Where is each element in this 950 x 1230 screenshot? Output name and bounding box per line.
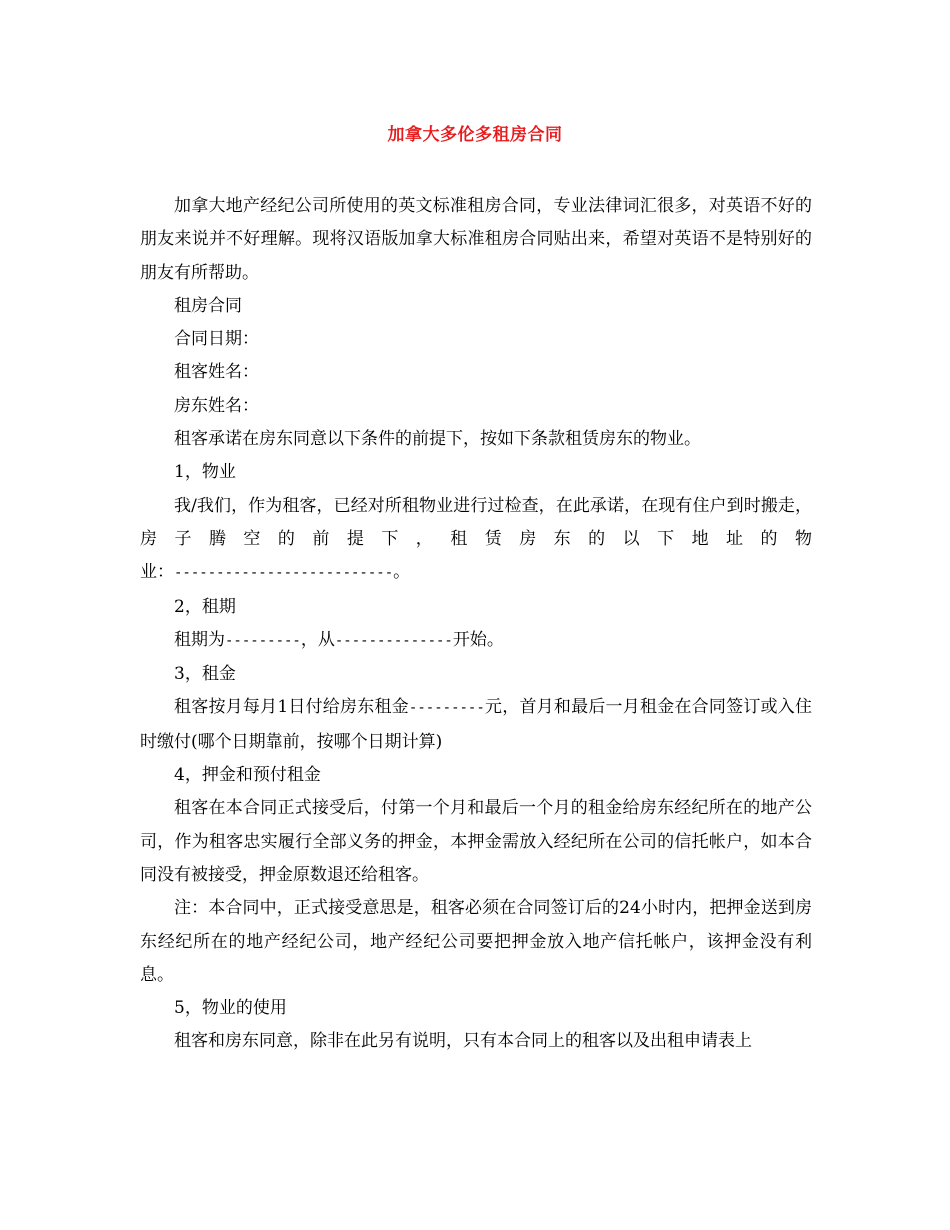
contract-heading: 租房合同 [174,295,242,316]
section-5-heading: 5，物业的使用 [174,998,287,1019]
term-suffix: 开始。 [452,629,504,650]
section-3-text [140,691,812,759]
landlord-name-line: 房东姓名： [174,395,259,416]
agreement-paragraph: 租客承诺在房东同意以下条件的前提下，按如下条款租赁房东的物业。 [174,429,701,450]
section-2-text [140,624,812,658]
document-body [140,190,812,1059]
section-1-text-a: 我/我们，作为租客，已经对所租物业进行过检查，在此承诺，在现有住户到时搬走，房子腾空的前提下，租赁房东的以下地址的物 [140,495,812,549]
section-1-text-b: 业： [140,562,174,583]
section-1-text [140,490,812,557]
term-mid: ，从 [300,629,335,650]
section-4-text: 租客在本合同正式接受后，付第一个月和最后一个月的租金给房东经纪所在的地产公司，作为租客忠实履行全部义务的押金，本押金需放入经纪所在公司的信托帐户，如本合同没有被接受，押金原数退还给租客。 [140,798,812,885]
document-title: 加拿大多伦多租房合同 [387,125,563,145]
term-prefix: 租期为 [174,629,225,650]
start-date-blank: -------------- [334,632,453,649]
term-blank: --------- [225,632,301,649]
rent-suffix: 元，首月和最后一月租金在合同签订或入住时缴付(哪个日期靠前，按哪个日期计算) [140,697,812,752]
section-1-heading: 1，物业 [174,462,236,483]
tenant-name-line: 租客姓名： [174,362,259,383]
rent-prefix: 租客按月每月1日付给房东租金 [174,697,409,718]
section-4-note: 注：本合同中，正式接受意思是，租客必须在合同签订后的24小时内，把押金送到房东经纪所在的地产经纪公司，地产经纪公司要把押金放入地产信托帐户，该押金没有利息。 [140,898,812,985]
section-5-text: 租客和房东同意，除非在此另有说明，只有本合同上的租客以及出租申请表上 [174,1031,752,1052]
section-4-heading: 4，押金和预付租金 [174,765,321,786]
section-3-heading: 3，租金 [174,664,236,685]
address-blank: -------------------------- [174,565,394,582]
section-1-end: 。 [393,562,411,583]
rent-blank: --------- [408,700,485,717]
section-2-heading: 2，租期 [174,596,236,617]
section-1-text-continued [140,556,812,590]
contract-date-line: 合同日期： [174,329,259,350]
intro-paragraph: 加拿大地产经纪公司所使用的英文标准租房合同，专业法律词汇很多，对英语不好的朋友来说并不好理解。现将汉语版加拿大标准租房合同贴出来，希望对英语不是特别好的朋友有所帮助。 [140,196,812,283]
